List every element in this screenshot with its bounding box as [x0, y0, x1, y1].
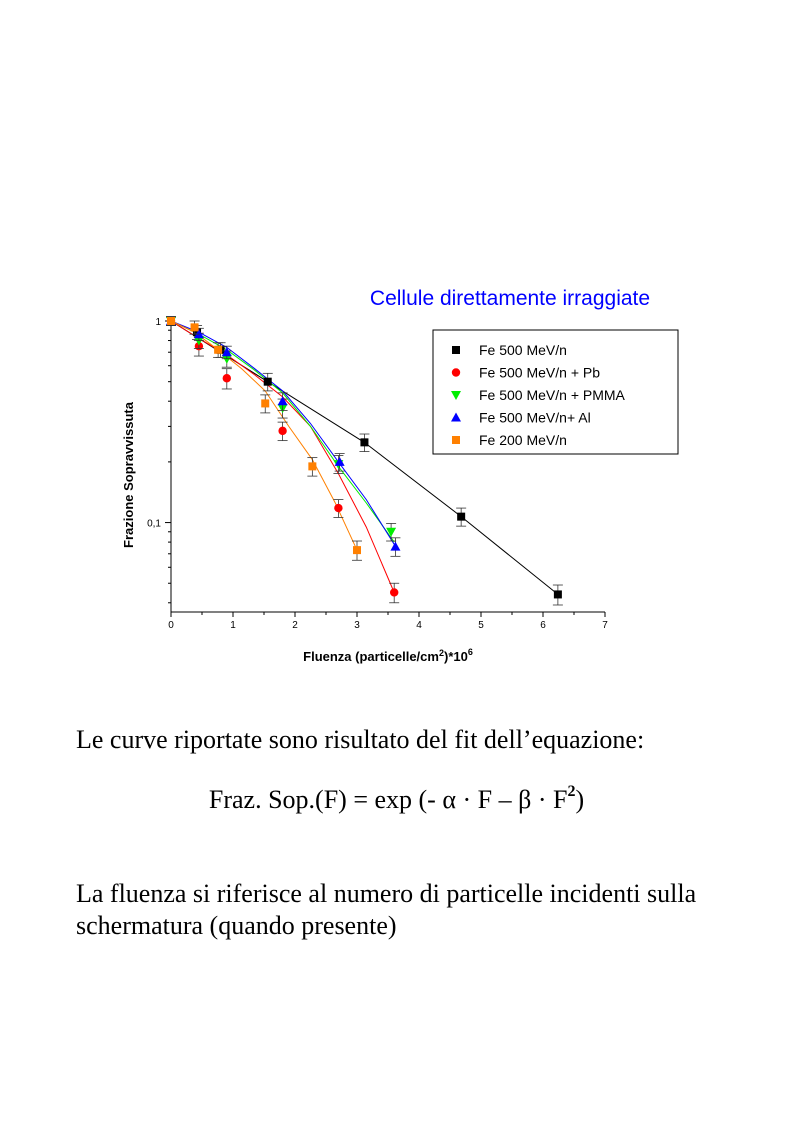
legend	[433, 330, 678, 454]
data-point	[390, 542, 400, 551]
x-axis-label-main: Fluenza (particelle/cm	[303, 649, 439, 664]
data-point	[457, 513, 465, 521]
legend-label: Fe 500 MeV/n	[479, 342, 567, 358]
data-point	[261, 399, 269, 407]
equation-main: Fraz. Sop.(F) = exp (- α · F – β · F	[208, 785, 568, 814]
data-point	[191, 323, 199, 331]
legend-label: Fe 500 MeV/n+ Al	[479, 409, 591, 426]
legend-label: Fe 200 MeV/n	[479, 432, 567, 448]
data-point	[554, 590, 562, 598]
y-axis	[147, 317, 171, 603]
data-point	[334, 504, 342, 512]
intro-text: Le curve riportate sono risultato del fit dell’equazione:	[76, 725, 645, 754]
x-tick-label: 2	[292, 620, 298, 631]
equation-close: )	[575, 785, 585, 814]
x-tick-label: 0	[168, 620, 174, 631]
equation	[0, 785, 793, 815]
data-point	[360, 438, 368, 446]
data-point	[223, 374, 231, 382]
legend-marker	[452, 436, 460, 444]
legend-label: Fe 500 MeV/n + Pb	[479, 364, 601, 381]
x-axis-label-sup1: 2	[438, 648, 444, 658]
legend-label: Fe 500 MeV/n + PMMA	[479, 387, 625, 403]
data-point	[167, 317, 175, 325]
data-point	[214, 346, 222, 354]
x-axis-label-mid: )*10	[443, 649, 468, 664]
x-tick-label: 1	[230, 620, 236, 631]
legend-marker	[452, 346, 460, 354]
y-tick-label: 0,1	[147, 518, 161, 530]
data-point	[353, 546, 361, 554]
data-point	[390, 588, 398, 596]
equation-exponent: 2	[567, 783, 576, 800]
x-tick-label: 4	[416, 620, 422, 631]
x-axis-label-sup2: 6	[467, 647, 473, 657]
data-point	[264, 378, 272, 386]
x-tick-label: 6	[540, 620, 546, 631]
note-text: La fluenza si riferisce al numero di particelle incidenti sulla schermatura (quando presente)	[76, 879, 697, 940]
data-point	[278, 427, 286, 435]
chart-title: Cellule direttamente irraggiate	[369, 287, 651, 310]
x-axis	[168, 612, 608, 631]
data-point	[308, 462, 316, 470]
x-axis-label	[303, 647, 473, 664]
x-tick-label: 3	[354, 620, 360, 631]
legend-marker	[452, 368, 460, 376]
x-tick-label: 7	[602, 620, 608, 631]
y-axis-label: Frazione Sopravvissuta	[121, 402, 136, 548]
y-tick-label: 1	[155, 317, 161, 328]
x-tick-label: 5	[478, 620, 484, 631]
